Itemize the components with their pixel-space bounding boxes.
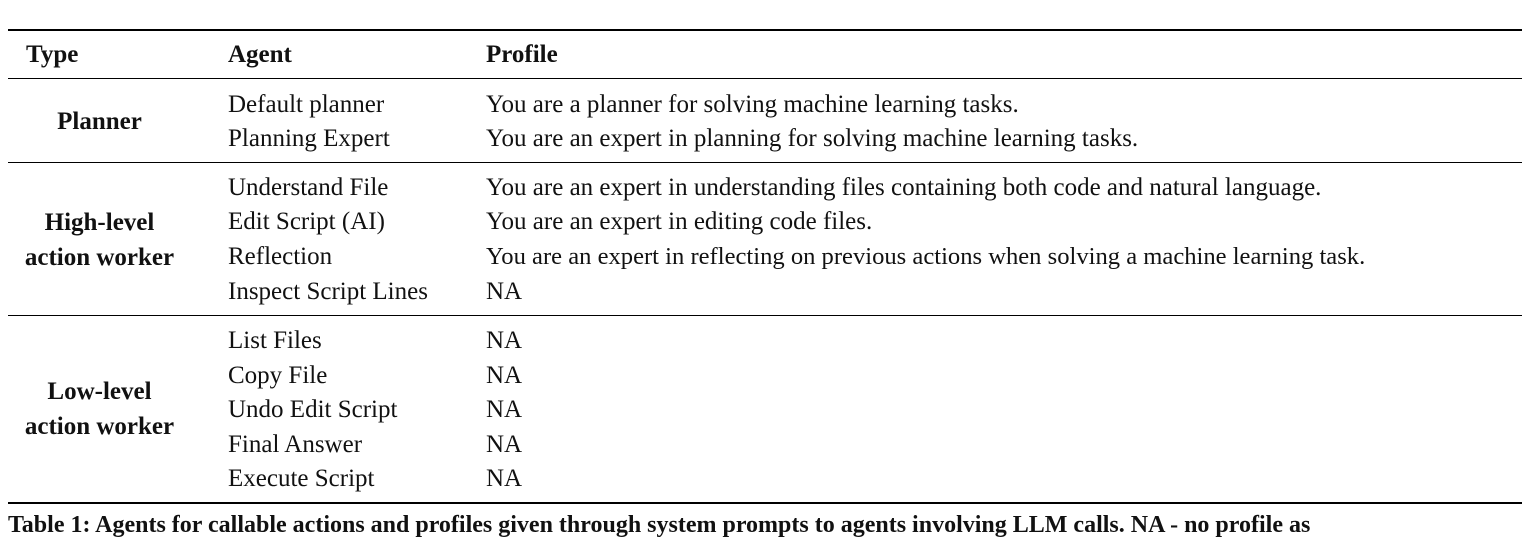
profile-cell: NA [486, 396, 523, 423]
type-label: action worker [24, 413, 175, 440]
agent-cell: Undo Edit Script [228, 396, 398, 423]
header-type: Type [26, 41, 79, 68]
profile-cell: You are an expert in understanding files containing both code and natural language. [486, 174, 1322, 201]
header-rule [8, 78, 1522, 79]
profile-cell: NA [486, 327, 523, 354]
type-label: action worker [24, 244, 175, 271]
agent-cell: Inspect Script Lines [228, 278, 428, 305]
agent-cell: Understand File [228, 174, 389, 201]
type-label: High-level [44, 209, 155, 236]
group-divider [8, 315, 1522, 316]
profile-cell: NA [486, 362, 523, 389]
agent-cell: Copy File [228, 362, 328, 389]
profile-cell: You are an expert in reflecting on previous actions when solving a machine learning task. [486, 243, 1366, 270]
type-label: Planner [57, 108, 142, 135]
type-cell-high-level [8, 205, 191, 275]
group-divider [8, 162, 1522, 163]
profile-cell: You are a planner for solving machine learning tasks. [486, 91, 1019, 118]
type-cell-planner [8, 104, 191, 139]
agent-cell: Planning Expert [228, 125, 390, 152]
profile-cell: You are an expert in planning for solving machine learning tasks. [486, 125, 1139, 152]
profile-cell: NA [486, 431, 523, 458]
bottom-rule [8, 502, 1522, 504]
header-profile: Profile [486, 41, 558, 68]
agent-cell: Default planner [228, 91, 385, 118]
agent-cell: List Files [228, 327, 322, 354]
profile-cell: NA [486, 465, 523, 492]
header-agent: Agent [228, 41, 292, 68]
profile-cell: You are an expert in editing code files. [486, 208, 873, 235]
type-cell-low-level [8, 374, 191, 444]
top-rule [8, 29, 1522, 31]
type-label: Low-level [47, 378, 152, 405]
agent-cell: Edit Script (AI) [228, 208, 385, 235]
agent-cell: Execute Script [228, 465, 375, 492]
profile-cell: NA [486, 278, 523, 305]
agent-cell: Final Answer [228, 431, 363, 458]
table-caption: Table 1: Agents for callable actions and profiles given through system prompts to agents involving LLM calls. NA - no profile as [8, 512, 1311, 538]
agent-cell: Reflection [228, 243, 333, 270]
